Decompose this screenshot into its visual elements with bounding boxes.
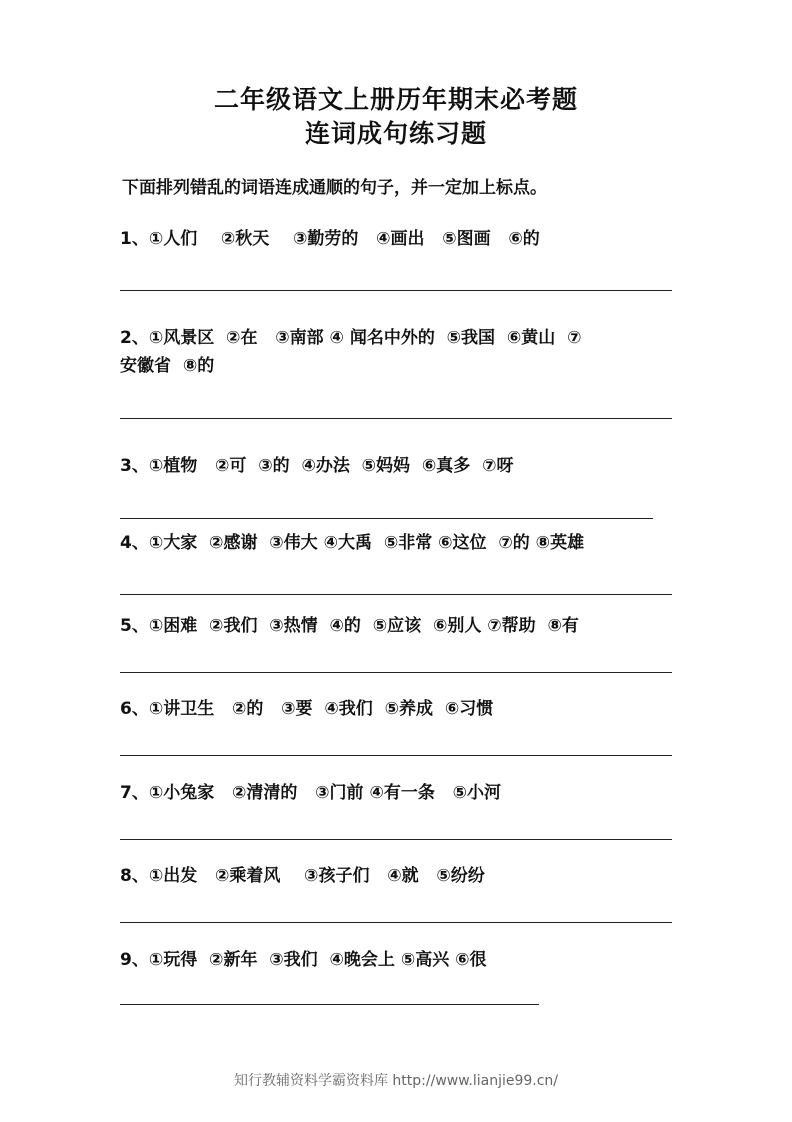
answer-line-2 [120, 418, 672, 419]
question-8: 8、①出发 ②乘着风 ③孩子们 ④就 ⑤纷纷 [120, 866, 485, 886]
page-subtitle: 连词成句练习题 [304, 119, 487, 148]
footer-source: 知行教辅资料学霸资料库 http://www.lianjie99.cn/ [233, 1073, 559, 1089]
question-2-continuation: 安徽省 ⑧的 [120, 356, 215, 376]
question-5: 5、①困难 ②我们 ③热情 ④的 ⑤应该 ⑥别人 ⑦帮助 ⑧有 [120, 616, 579, 636]
question-3: 3、①植物 ②可 ③的 ④办法 ⑤妈妈 ⑥真多 ⑦呀 [120, 456, 514, 476]
answer-line-5 [120, 672, 672, 673]
answer-line-6 [120, 755, 672, 756]
answer-line-8 [120, 922, 672, 923]
answer-line-7 [120, 839, 672, 840]
question-6: 6、①讲卫生 ②的 ③要 ④我们 ⑤养成 ⑥习惯 [120, 699, 494, 719]
page-title: 二年级语文上册历年期末必考题 [213, 85, 578, 114]
question-9: 9、①玩得 ②新年 ③我们 ④晚会上 ⑤高兴 ⑥很 [120, 950, 487, 970]
question-1: 1、①人们 ②秋天 ③勤劳的 ④画出 ⑤图画 ⑥的 [120, 229, 540, 249]
question-4: 4、①大家 ②感谢 ③伟大 ④大禹 ⑤非常 ⑥这位 ⑦的 ⑧英雄 [120, 533, 585, 553]
answer-line-3 [120, 518, 653, 519]
question-2: 2、①风景区 ②在 ③南部 ④ 闻名中外的 ⑤我国 ⑥黄山 ⑦ [120, 328, 582, 348]
answer-line-9 [120, 1004, 539, 1005]
answer-line-4 [120, 594, 672, 595]
instruction-text: 下面排列错乱的词语连成通顺的句子，并一定加上标点。 [122, 178, 547, 198]
question-7: 7、①小兔家 ②清清的 ③门前 ④有一条 ⑤小河 [120, 783, 501, 803]
answer-line-1 [120, 290, 672, 291]
